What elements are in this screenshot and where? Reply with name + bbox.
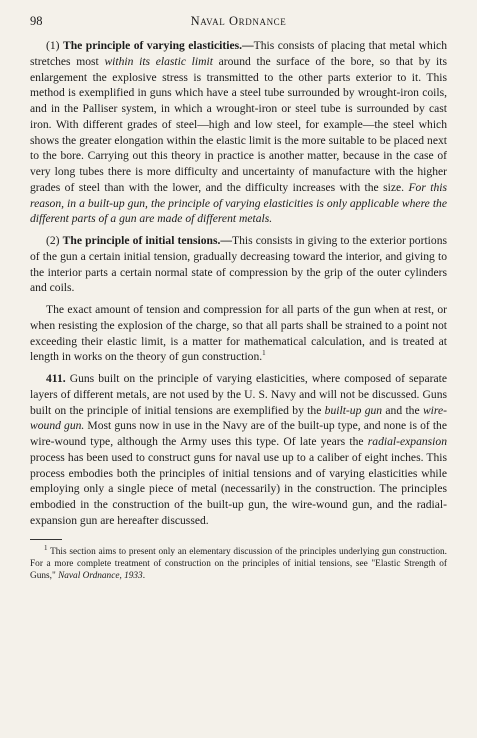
footnote-reference[interactable]: 1 xyxy=(262,349,266,358)
paragraph-text: process has been used to construct guns for naval use up to a caliber of eight inches. This process embodies both the principles of initial tensions and of varying elasticities while employing only a single piece of metal (necessarily) in the construction. The principles embodied in the construction of the built-up gun, the wire-wound gun, and the radial-expansion gun are hereafter discussed. xyxy=(30,450,447,527)
italic-term-wire-wound-gun: wire-wound gun. xyxy=(30,403,447,433)
italic-phrase: within its elastic limit xyxy=(104,54,213,68)
footnote-text: This section aims to present only an elementary discussion of the principles underlying gun construction. For a more complete treatment of construction on the principles of initial tensions, see "Elastic Strength of Guns," xyxy=(30,546,447,582)
footnote-marker: 1 xyxy=(44,543,48,552)
footnote-end: . xyxy=(142,571,146,582)
paragraph-tension-calculation xyxy=(30,302,447,365)
page-header xyxy=(30,14,447,34)
paragraph-text: This consists in giving to the exterior portions of the gun a certain initial tension, gradually decreasing toward the interior, and giving to the interior parts a certain normal state of compression by the grip of the outer cylinders and coils. xyxy=(30,234,448,295)
section-heading-initial-tensions: The principle of initial tensions.— xyxy=(62,234,232,247)
paragraph-text: around the surface of the bore, so that by its enlargement the explosive stress is transmitted to the other parts exterior to it. This method is exemplified in guns which have a steel tube surrounded by wrought-iron coils, and in the Palliser system, in which a wrought-iron or steel tube is surrounded by cast iron. With different grades of steel—high and low steel, for example—the steel which shows the greater elongation within the elastic limit is the more suitable to be placed next to the bore. Carrying out this theory in practice is another matter, because in the case of very long tubes there is more difficulty and uncertainty of manufacture with the higher grades of steel than with the lower, and the difficulty increases with the size. xyxy=(30,54,448,194)
page-number: 98 xyxy=(30,14,43,28)
section-heading-varying-elasticities: The principle of varying elasticities.— xyxy=(63,39,254,52)
body-text xyxy=(30,38,447,529)
paragraph-lead: (1) xyxy=(46,39,60,52)
footnote-divider xyxy=(30,539,62,540)
italic-conclusion: For this reason, in a built-up gun, the principle of varying elasticities is only applicable where the different parts of a gun are made of different metals. xyxy=(30,180,447,226)
italic-term-built-up-gun: built-up gun xyxy=(324,403,383,417)
paragraph-text: Most guns now in use in the Navy are of the built-up type, and none is of the wire-wound type, although the Army uses this type. Of late years the xyxy=(30,419,447,448)
paragraph-text: The exact amount of tension and compression for all parts of the gun when at rest, or when resisting the explosion of the charge, so that all parts shall be strained to a point not exceeding their elastic limit, is a matter for mathematical calculation, and is treated at length in works on the theory of gun construction. xyxy=(30,303,447,364)
paragraph-lead: (2) xyxy=(46,234,60,247)
paragraph-text: and the xyxy=(382,403,423,417)
paragraph-text: This consists of placing that metal which stretches most xyxy=(30,39,447,68)
footnote-citation: Naval Ordnance, 1933 xyxy=(58,571,143,582)
footnote xyxy=(30,543,447,583)
italic-term-radial-expansion: radial-expansion xyxy=(367,435,447,448)
paragraph-varying-elasticities xyxy=(30,38,447,227)
paragraph-411 xyxy=(30,371,447,529)
section-number-411: 411. xyxy=(46,372,66,385)
paragraph-initial-tensions xyxy=(30,233,447,296)
paragraph-text: Guns built on the principle of varying elasticities, where composed of separate layers of different metals, are not used by the U. S. Navy and will not be discussed. Guns built on the principle of initial tensions are exemplified by the xyxy=(30,372,447,417)
running-head: Naval Ordnance xyxy=(190,14,287,28)
